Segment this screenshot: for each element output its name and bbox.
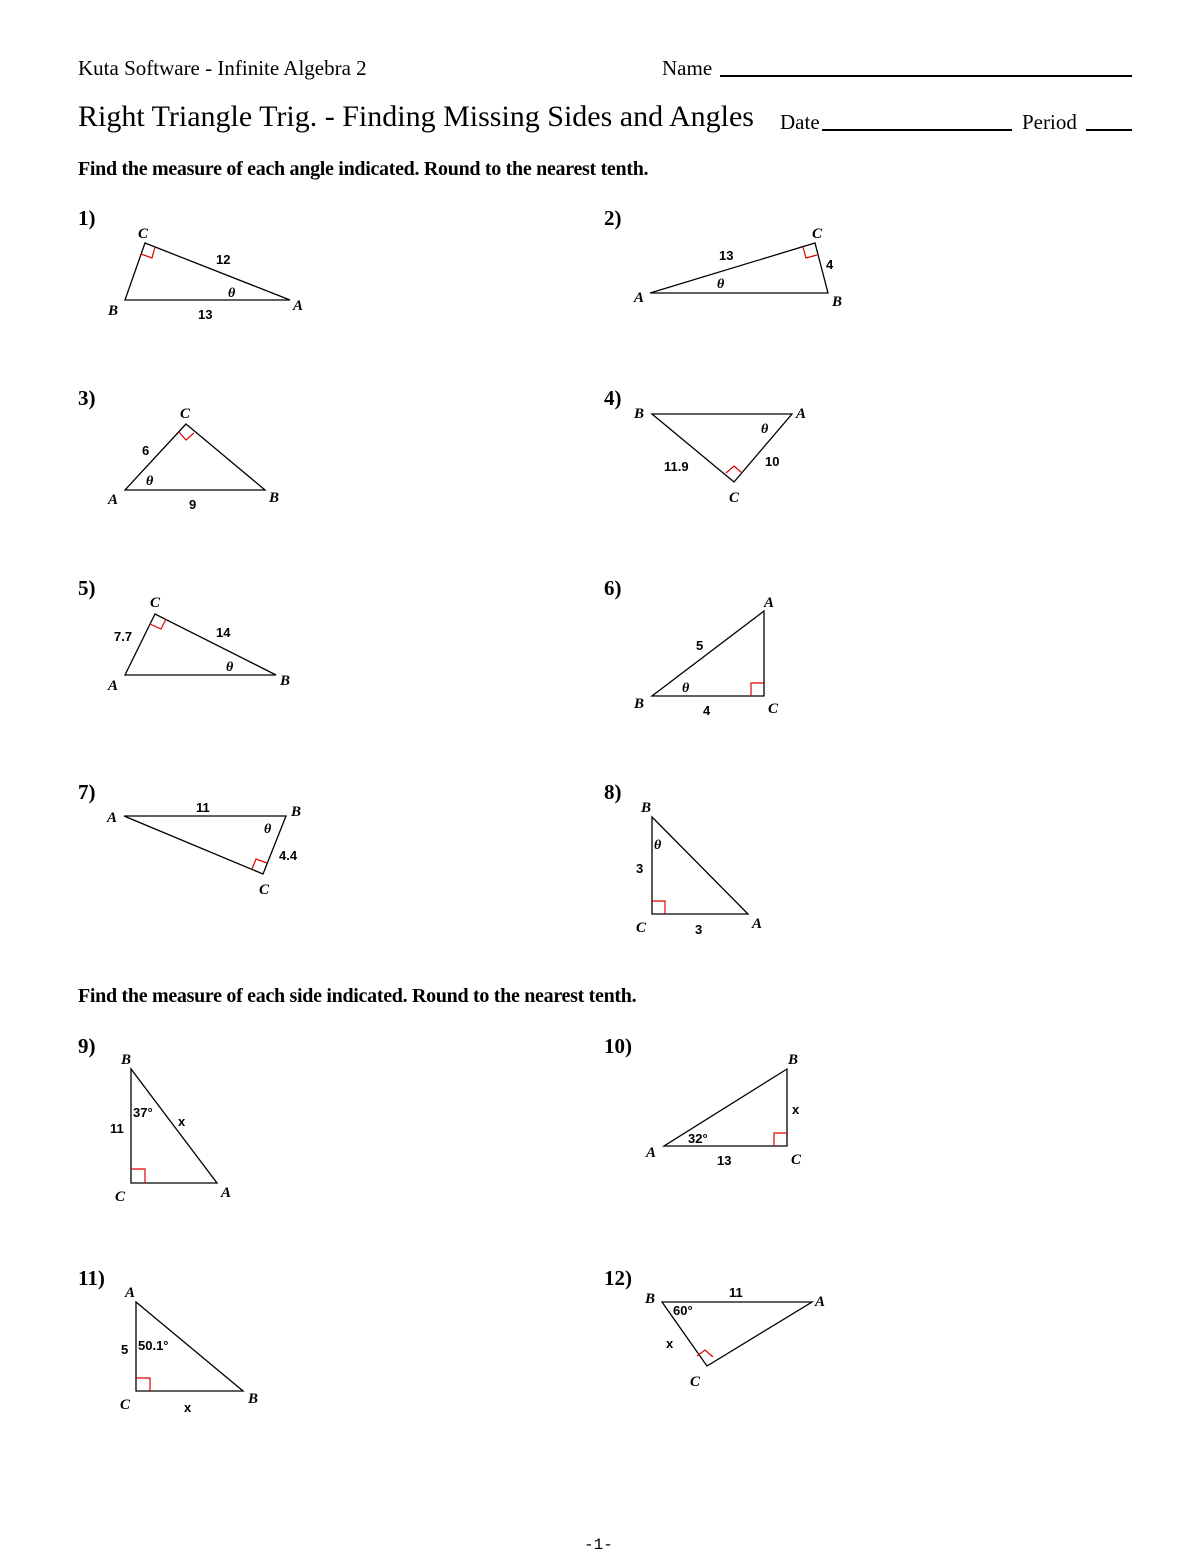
problem-number: 4)	[604, 386, 622, 410]
angle-marker: 32°	[688, 1131, 708, 1146]
vertex-label: C	[768, 701, 779, 717]
side-length-label: 3	[695, 922, 703, 937]
angle-marker: θ	[228, 286, 236, 301]
side-length-label: 4	[703, 703, 711, 718]
vertex-label: C	[636, 920, 647, 936]
problem-number: 10)	[604, 1034, 632, 1058]
side-length-label: 4	[826, 257, 834, 272]
side-length-label: 11	[110, 1121, 124, 1136]
vertex-label: C	[690, 1374, 701, 1390]
angle-marker: 37°	[133, 1105, 153, 1120]
side-length-label: x	[666, 1336, 674, 1351]
vertex-label: A	[815, 1294, 826, 1310]
side-length-label: 13	[719, 248, 734, 263]
vertex-label: A	[796, 406, 807, 422]
vertex-label: A	[646, 1145, 657, 1161]
problem-number: 8)	[604, 780, 622, 804]
vertex-label: B	[121, 1052, 132, 1068]
page-number: -1-	[584, 1536, 613, 1554]
vertex-label: A	[108, 678, 119, 694]
section1-instructions: Find the measure of each angle indicated. Round to the nearest tenth.	[78, 158, 649, 180]
vertex-label: A	[293, 298, 304, 314]
side-length-label: x	[178, 1114, 186, 1129]
vertex-label: C	[115, 1189, 126, 1205]
vertex-label: A	[125, 1285, 136, 1301]
vertex-label: B	[108, 303, 119, 319]
angle-marker: θ	[717, 277, 725, 292]
vertex-label: B	[634, 406, 645, 422]
problem-number: 1)	[78, 206, 96, 230]
vertex-label: C	[138, 226, 149, 242]
vertex-label: C	[791, 1152, 802, 1168]
side-length-label: 13	[198, 307, 213, 322]
side-length-label: 11.9	[664, 459, 689, 474]
angle-marker: θ	[264, 822, 272, 837]
date-label: Date	[780, 110, 820, 134]
side-length-label: 11	[729, 1285, 743, 1300]
problem-number: 3)	[78, 386, 96, 410]
problem-number: 7)	[78, 780, 96, 804]
side-length-label: x	[792, 1102, 800, 1117]
vertex-label: C	[729, 490, 740, 506]
vertex-label: B	[248, 1391, 259, 1407]
vertex-label: C	[150, 595, 161, 611]
side-length-label: 13	[717, 1153, 732, 1168]
angle-marker: θ	[761, 422, 769, 437]
problem-number: 11)	[78, 1266, 105, 1290]
angle-marker: 50.1°	[138, 1338, 169, 1353]
side-length-label: 3	[636, 861, 644, 876]
side-length-label: 5	[121, 1342, 129, 1357]
problem-number: 2)	[604, 206, 622, 230]
vertex-label: A	[634, 290, 645, 306]
vertex-label: B	[788, 1052, 799, 1068]
side-length-label: 11	[196, 800, 210, 815]
problem-number: 12)	[604, 1266, 632, 1290]
vertex-label: C	[180, 406, 191, 422]
vertex-label: C	[120, 1397, 131, 1413]
vertex-label: B	[832, 294, 843, 310]
vertex-label: A	[752, 916, 763, 932]
vertex-label: A	[221, 1185, 232, 1201]
side-length-label: 6	[142, 443, 150, 458]
vertex-label: A	[107, 810, 118, 826]
angle-marker: θ	[226, 660, 234, 675]
angle-marker: θ	[146, 474, 154, 489]
side-length-label: 10	[765, 454, 780, 469]
problem-number: 5)	[78, 576, 96, 600]
vertex-label: B	[634, 696, 645, 712]
vertex-label: C	[259, 882, 270, 898]
side-length-label: 4.4	[279, 848, 298, 863]
vertex-label: A	[764, 595, 775, 611]
vertex-label: B	[269, 490, 280, 506]
publisher-label: Kuta Software - Infinite Algebra 2	[78, 56, 367, 80]
vertex-label: C	[812, 226, 823, 242]
side-length-label: x	[184, 1400, 192, 1415]
vertex-label: B	[280, 673, 291, 689]
problem-number: 9)	[78, 1034, 96, 1058]
page-title: Right Triangle Trig. - Finding Missing Sides and Angles	[78, 100, 754, 133]
vertex-label: B	[645, 1291, 656, 1307]
angle-marker: θ	[654, 838, 662, 853]
side-length-label: 9	[189, 497, 197, 512]
angle-marker: 60°	[673, 1303, 693, 1318]
side-length-label: 7.7	[114, 629, 133, 644]
angle-marker: θ	[682, 681, 690, 696]
vertex-label: A	[108, 492, 119, 508]
side-length-label: 5	[696, 638, 704, 653]
side-length-label: 12	[216, 252, 231, 267]
name-label: Name	[662, 56, 713, 80]
section2-instructions: Find the measure of each side indicated. Round to the nearest tenth.	[78, 985, 637, 1007]
period-label: Period	[1022, 110, 1077, 134]
vertex-label: B	[641, 800, 652, 816]
vertex-label: B	[291, 804, 302, 820]
side-length-label: 14	[216, 625, 231, 640]
problem-number: 6)	[604, 576, 622, 600]
